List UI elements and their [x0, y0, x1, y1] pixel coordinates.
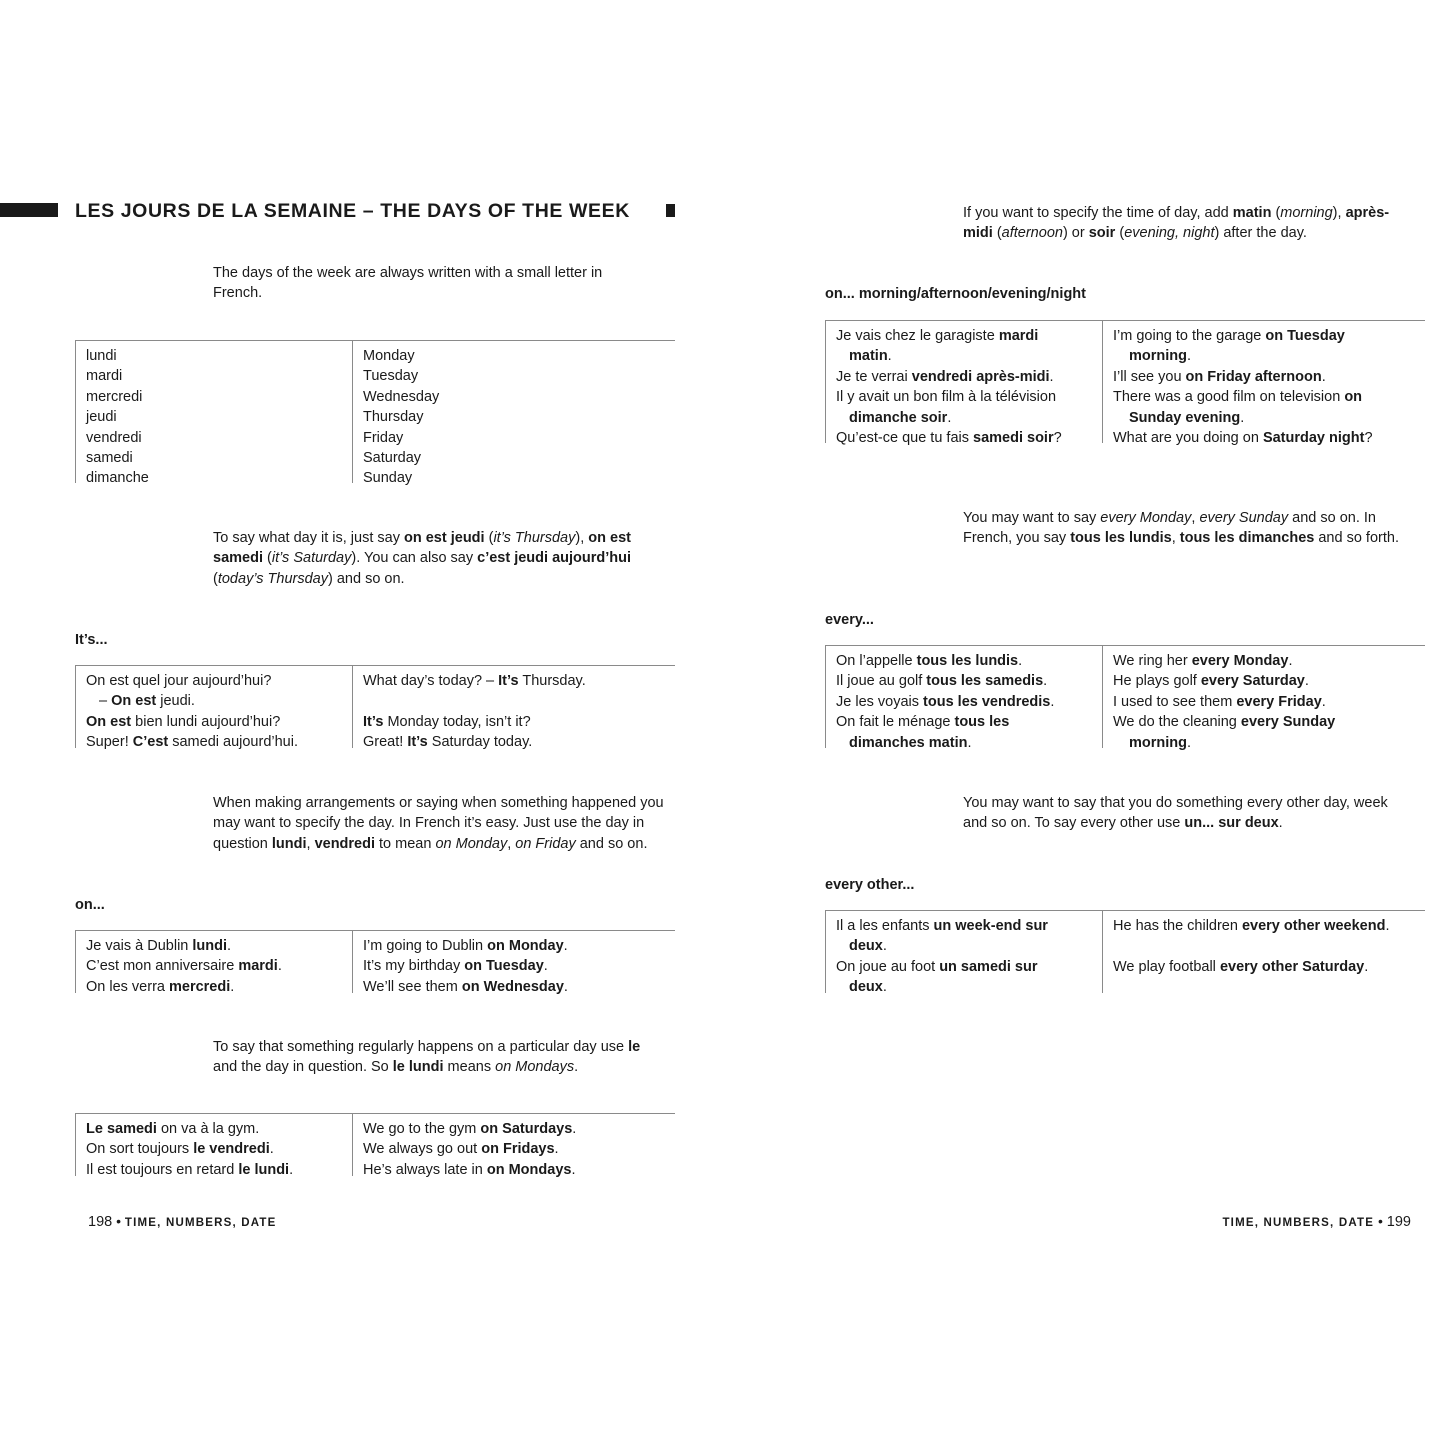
its-english-column	[353, 666, 675, 753]
regularly-english-column	[353, 1114, 675, 1180]
time-of-day-paragraph: If you want to specify the time of day, add matin (morning), après-midi (afternoon) or soir (evening, night) after the day.	[963, 205, 1390, 242]
every-table	[825, 645, 1425, 753]
day-name: mardi	[86, 368, 123, 385]
every-paragraph: You may want to say every Monday, every Sunday and so on. In French, you say tous les lundis, tous les dimanches and so forth.	[963, 510, 1399, 547]
example-line: Le samedi on va à la gym.	[86, 1121, 260, 1137]
section-title: LES JOURS DE LA SEMAINE – THE DAYS OF THE WEEK	[75, 200, 630, 222]
right-page-footer: TIME, NUMBERS, DATE • 199	[1222, 1213, 1411, 1230]
left-page-footer: 198 • TIME, NUMBERS, DATE	[88, 1213, 277, 1230]
example-line: He’s always late in on Mondays.	[363, 1161, 576, 1178]
example-line: deux.	[849, 938, 887, 955]
arrangements-paragraph: When making arrangements or saying when something happened you may want to specify the day. In French it’s easy. Just use the day in question lundi, vendredi to mean on Monday, on Friday and so on.	[213, 795, 664, 852]
days-french-list	[76, 341, 352, 489]
its-table	[75, 665, 675, 753]
example-line: On fait le ménage tous les	[836, 714, 1010, 731]
page-number: 199	[1386, 1214, 1411, 1230]
every-other-paragraph: You may want to say that you do something every other day, week and so on. To say every other use un... sur deux.	[963, 795, 1388, 832]
example-line: We do the cleaning every Sunday	[1113, 714, 1336, 731]
example-line: On est bien lundi aujourd’hui?	[86, 713, 281, 730]
example-line: morning.	[1129, 734, 1192, 751]
day-name: mercredi	[86, 388, 143, 405]
time-of-day-label: on... morning/afternoon/evening/night	[825, 286, 1086, 302]
time-of-day-table	[825, 320, 1425, 448]
example-line: What are you doing on Saturday night?	[1113, 430, 1373, 447]
day-name: Monday	[363, 348, 415, 364]
example-line: I’ll see you on Friday afternoon.	[1113, 368, 1326, 385]
example-line: I’m going to the garage on Tuesday	[1113, 328, 1345, 344]
page-number: 198	[88, 1214, 113, 1230]
on-french-column	[75, 931, 353, 993]
every-label: every...	[825, 612, 874, 628]
example-line: We always go out on Fridays.	[363, 1141, 559, 1158]
example-line: What day’s today? – It’s Thursday.	[363, 673, 586, 689]
example-line: It’s Monday today, isn’t it?	[363, 713, 531, 730]
example-line: Great! It’s Saturday today.	[363, 734, 533, 751]
example-line: Sunday evening.	[1129, 409, 1245, 426]
on-french-list	[76, 931, 352, 997]
on-english-column	[353, 931, 675, 997]
days-table	[75, 340, 675, 489]
example-line: There was a good film on television on	[1113, 389, 1363, 406]
its-label: It’s...	[75, 632, 108, 648]
what-day-paragraph: To say what day it is, just say on est jeudi (it’s Thursday), on est samedi (it’s Saturday). You can also say c’est jeudi aujourd’hui (today’s Thursday) and so on.	[213, 530, 632, 587]
day-name: Saturday	[363, 450, 422, 467]
example-line: C’est mon anniversaire mardi.	[86, 958, 282, 975]
example-line: It’s my birthday on Tuesday.	[363, 958, 548, 975]
day-name: Friday	[363, 429, 404, 446]
example-line: morning.	[1129, 348, 1192, 365]
example-line: Je les voyais tous les vendredis.	[836, 693, 1055, 710]
intro-paragraph: The days of the week are always written with a small letter in French.	[213, 265, 603, 302]
example-line: Il a les enfants un week-end sur	[836, 918, 1048, 934]
example-line: Il est toujours en retard le lundi.	[86, 1161, 294, 1178]
days-english-list	[353, 341, 675, 489]
every-other-table	[825, 910, 1425, 996]
example-line: Je vais à Dublin lundi.	[86, 938, 232, 954]
title-decoration-bar	[0, 203, 58, 217]
on-english-list	[353, 931, 675, 997]
day-name: dimanche	[86, 470, 149, 487]
day-name: vendredi	[86, 429, 142, 446]
example-line: We’ll see them on Wednesday.	[363, 978, 568, 995]
example-line: On est quel jour aujourd’hui?	[86, 673, 272, 689]
example-line: deux.	[849, 979, 887, 996]
example-line: On joue au foot un samedi sur	[836, 958, 1038, 975]
example-line: dimanches matin.	[849, 734, 972, 751]
every-french-column	[825, 646, 1103, 751]
regularly-french-column	[75, 1114, 353, 1176]
example-line: Qu’est-ce que tu fais samedi soir?	[836, 430, 1062, 447]
day-name: Tuesday	[363, 368, 419, 385]
days-french-column	[75, 341, 353, 487]
example-line: On sort toujours le vendredi.	[86, 1141, 274, 1158]
days-english-column	[353, 341, 675, 489]
on-table	[75, 930, 675, 997]
example-line: I used to see them every Friday.	[1113, 693, 1326, 710]
example-line: On les verra mercredi.	[86, 978, 235, 995]
regularly-english-list	[353, 1114, 675, 1180]
example-line: He plays golf every Saturday.	[1113, 673, 1309, 690]
day-name: jeudi	[86, 409, 117, 426]
running-footer: TIME, NUMBERS, DATE	[1222, 1217, 1375, 1229]
its-french-column	[75, 666, 353, 751]
example-line: Super! C’est samedi aujourd’hui.	[86, 734, 298, 751]
day-name: Sunday	[363, 470, 413, 487]
regularly-paragraph: To say that something regularly happens on a particular day use le and the day in question. So le lundi means on Mondays.	[213, 1039, 641, 1076]
day-name: lundi	[86, 348, 117, 364]
every-other-french-column	[825, 911, 1103, 996]
example-line: – On est jeudi.	[99, 693, 195, 710]
example-line: We go to the gym on Saturdays.	[363, 1121, 577, 1137]
day-name: Wednesday	[363, 388, 440, 405]
example-line	[363, 691, 665, 711]
example-line: matin.	[849, 348, 892, 365]
title-decoration-square	[666, 204, 675, 217]
on-label: on...	[75, 897, 105, 913]
every-other-english-column	[1103, 911, 1425, 993]
example-line: He has the children every other weekend.	[1113, 918, 1390, 934]
regularly-table	[75, 1113, 675, 1180]
day-name: Thursday	[363, 409, 424, 426]
example-line: Je te verrai vendredi après-midi.	[836, 368, 1054, 385]
example-line: dimanche soir.	[849, 409, 952, 426]
every-other-label: every other...	[825, 877, 915, 893]
example-line: We ring her every Monday.	[1113, 653, 1293, 669]
regularly-french-list	[76, 1114, 352, 1180]
example-line	[1113, 936, 1415, 956]
every-english-column	[1103, 646, 1425, 753]
example-line: I’m going to Dublin on Monday.	[363, 938, 568, 954]
example-line: Je vais chez le garagiste mardi	[836, 328, 1039, 344]
example-line: We play football every other Saturday.	[1113, 958, 1369, 975]
example-line: Il y avait un bon film à la télévision	[836, 389, 1057, 406]
running-footer: TIME, NUMBERS, DATE	[124, 1217, 277, 1229]
time-of-day-french-column	[825, 321, 1103, 447]
example-line: Il joue au golf tous les samedis.	[836, 673, 1048, 690]
day-name: samedi	[86, 450, 133, 467]
time-of-day-english-column	[1103, 321, 1425, 448]
example-line: On l’appelle tous les lundis.	[836, 653, 1023, 669]
